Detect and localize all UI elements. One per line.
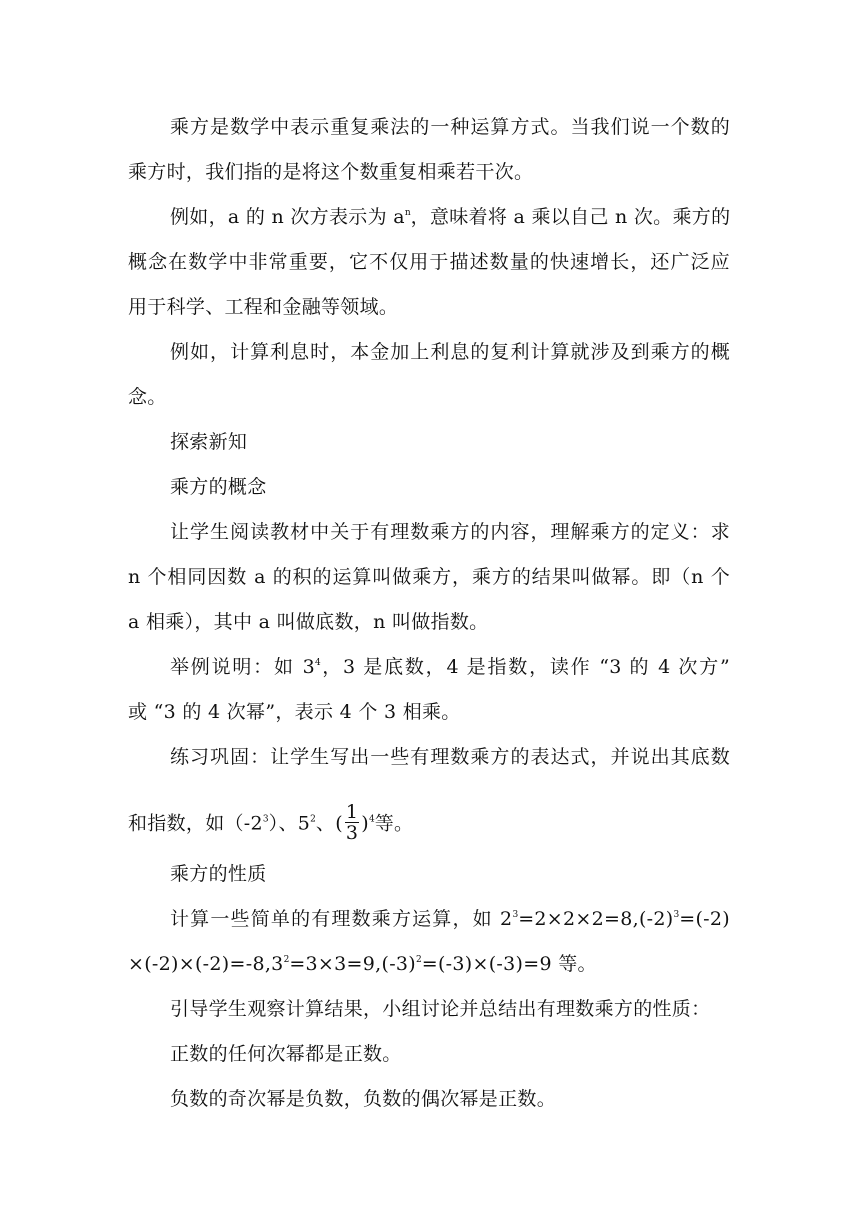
paragraph-line: 乘方是数学中表示重复乘法的一种运算方式。当我们说一个数的 bbox=[170, 116, 730, 138]
paragraph-line: 概念在数学中非常重要，它不仅用于描述数量的快速增长，还广泛应 bbox=[128, 251, 730, 273]
paragraph-line: 举例说明：如 $3^4$，3 是底数，4 是指数，读作 “3 的 4 次方” bbox=[170, 656, 730, 678]
paragraph-line: 让学生阅读教材中关于有理数乘方的内容，理解乘方的定义：求 bbox=[170, 521, 730, 543]
paragraph-line: 或 “3 的 4 次幂”，表示 4 个 3 相乘。 bbox=[128, 701, 461, 723]
paragraph-line: 负数的奇次幂是负数，负数的偶次幂是正数。 bbox=[170, 1088, 557, 1110]
paragraph-line: 练习巩固：让学生写出一些有理数乘方的表达式，并说出其底数 bbox=[170, 746, 730, 768]
paragraph-line: 正数的任何次幂都是正数。 bbox=[170, 1043, 402, 1065]
section-heading: 乘方的概念 bbox=[170, 476, 267, 498]
paragraph-line: 用于科学、工程和金融等领域。 bbox=[128, 296, 399, 318]
paragraph-line: 引导学生观察计算结果，小组讨论并总结出有理数乘方的性质： bbox=[170, 998, 711, 1020]
paragraph-line: $\times(-2)\times(-2)=-8,3^2=3\times 3=9,(-3)^2=(-3)\times(-3)=9$ 等。 bbox=[128, 953, 597, 975]
paragraph-line: 计算一些简单的有理数乘方运算，如 $2^3=2\times 2\times 2=8,(-2)^3=(-2)$ bbox=[170, 908, 730, 930]
paragraph-line: 例如，计算利息时，本金加上利息的复利计算就涉及到乘方的概 bbox=[170, 341, 730, 363]
paragraph-line: a 相乘），其中 a 叫做底数，n 叫做指数。 bbox=[128, 611, 489, 633]
paragraph-line: 和指数，如$(-2^3)$、$5^2$、( $\frac{1}{3}$ )$^4$等。 bbox=[128, 801, 414, 844]
paragraph-line: 例如，a 的 n 次方表示为 $a^n$，意味着将 a 乘以自己 n 次。乘方的 bbox=[170, 206, 731, 228]
fraction: $\frac{1}{3}$ bbox=[345, 801, 359, 844]
section-heading: 探索新知 bbox=[170, 431, 248, 453]
paragraph-line: n 个相同因数 a 的积的运算叫做乘方，乘方的结果叫做幂。即（n 个 bbox=[128, 566, 730, 588]
paragraph-line: 乘方时，我们指的是将这个数重复相乘若干次。 bbox=[128, 161, 534, 183]
section-heading: 乘方的性质 bbox=[170, 863, 267, 885]
paragraph-line: 念。 bbox=[128, 386, 167, 408]
